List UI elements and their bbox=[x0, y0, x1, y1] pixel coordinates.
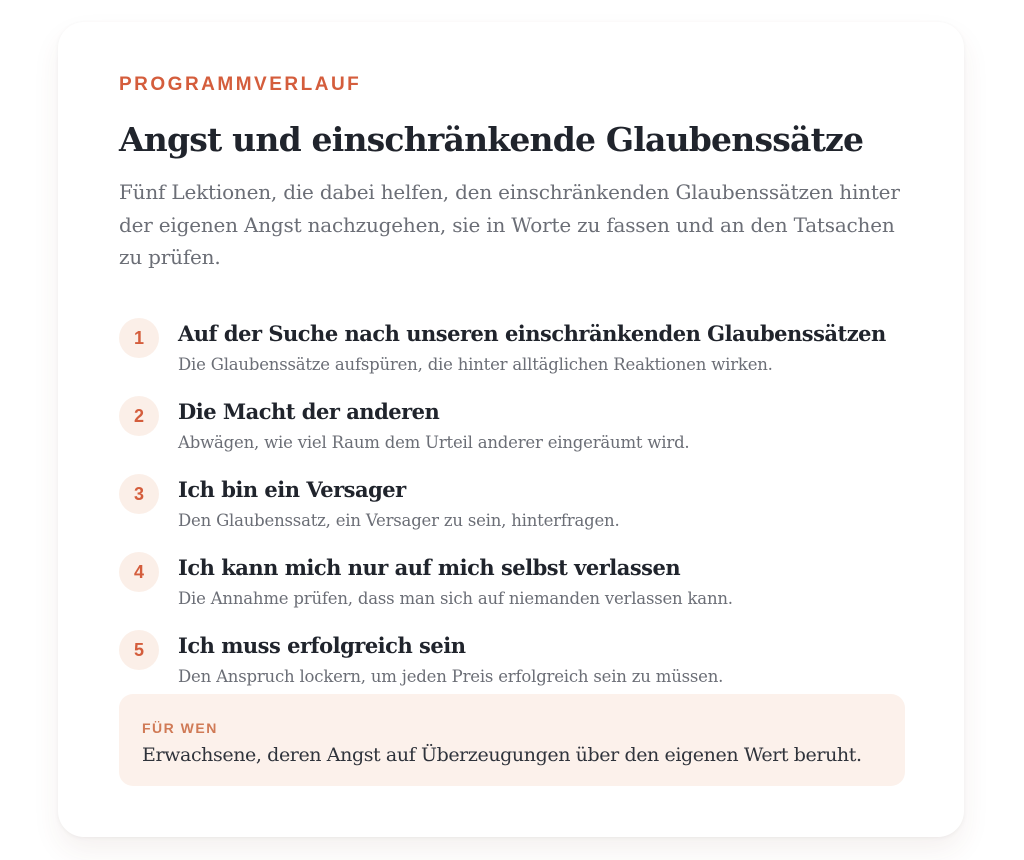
lesson-description: Den Anspruch lockern, um jeden Preis erfolgreich sein zu müssen. bbox=[178, 667, 724, 686]
audience-text: Erwachsene, deren Angst auf Überzeugungen über den eigenen Wert beruht. bbox=[142, 744, 862, 766]
lesson-description: Den Glaubenssatz, ein Versager zu sein, hinterfragen. bbox=[178, 511, 620, 530]
section-eyebrow: PROGRAMMVERLAUF bbox=[119, 74, 362, 95]
lesson-number-badge: 3 bbox=[119, 474, 159, 514]
audience-box bbox=[119, 694, 905, 786]
program-intro: Fünf Lektionen, die dabei helfen, den einschränkenden Glaubenssätzen hinter der eigenen Angst nachzugehen, sie in Worte zu fassen und an den Tatsachen zu prüfen. bbox=[119, 180, 900, 269]
lesson-description: Abwägen, wie viel Raum dem Urteil anderer eingeräumt wird. bbox=[178, 433, 690, 452]
program-title: Angst und einschränkende Glaubenssätze bbox=[119, 120, 864, 159]
lesson-number-badge: 1 bbox=[119, 318, 159, 358]
lesson-title: Die Macht der anderen bbox=[178, 399, 440, 424]
lesson-description: Die Annahme prüfen, dass man sich auf niemanden verlassen kann. bbox=[178, 589, 733, 608]
audience-label: FÜR WEN bbox=[142, 720, 218, 736]
lesson-title: Ich kann mich nur auf mich selbst verlassen bbox=[178, 555, 681, 580]
lesson-title: Ich bin ein Versager bbox=[178, 477, 406, 502]
lesson-title: Ich muss erfolgreich sein bbox=[178, 633, 466, 658]
lesson-number-badge: 5 bbox=[119, 630, 159, 670]
lesson-title: Auf der Suche nach unseren einschränkenden Glaubenssätzen bbox=[178, 321, 886, 346]
lesson-number-badge: 4 bbox=[119, 552, 159, 592]
lesson-description: Die Glaubenssätze aufspüren, die hinter alltäglichen Reaktionen wirken. bbox=[178, 355, 773, 374]
lesson-number-badge: 2 bbox=[119, 396, 159, 436]
program-card bbox=[58, 22, 964, 837]
